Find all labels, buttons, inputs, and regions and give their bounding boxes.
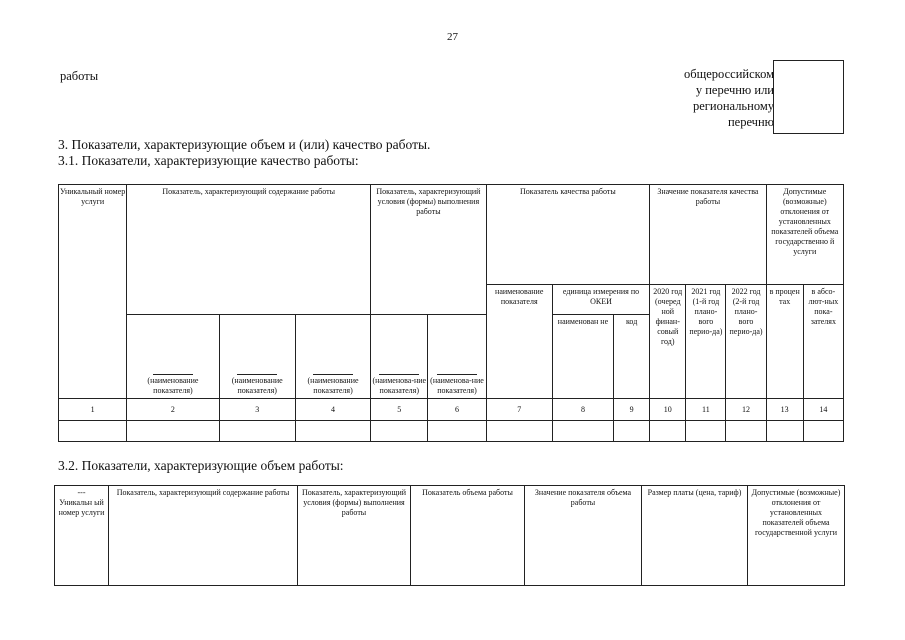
t1-okei-name-header: наименован не xyxy=(552,315,613,399)
t1-subheader-b: (наименование показателя) xyxy=(219,315,295,399)
t1-col-number: 8 xyxy=(552,399,613,421)
registry-line-2: у перечню или xyxy=(695,83,774,97)
t2-unique-number-header xyxy=(55,486,109,586)
blank-line xyxy=(313,374,353,375)
section-3-1-title: 3.1. Показатели, характеризующие качество работы: xyxy=(58,153,359,168)
t1-col-number: 5 xyxy=(371,399,428,421)
t1-unique-number-header: Уникальный номер услуги xyxy=(59,185,127,399)
t1-empty-cell xyxy=(726,421,766,442)
t1-indicator-name-header: наименование показателя xyxy=(486,285,552,399)
page-number: 27 xyxy=(447,31,458,43)
t1-col-number: 3 xyxy=(219,399,295,421)
t1-col-number: 7 xyxy=(486,399,552,421)
t2-fee-header: Размер платы (цена, тариф) xyxy=(642,486,748,586)
t1-content-indicator-header: Показатель, характеризующий содержание работы xyxy=(127,185,371,315)
volume-indicators-table xyxy=(54,485,845,586)
blank-line xyxy=(237,374,277,375)
section-3-2-title: 3.2. Показатели, характеризующие объем работы: xyxy=(58,458,344,473)
t1-empty-cell xyxy=(295,421,370,442)
t1-col-number: 10 xyxy=(650,399,686,421)
t1-year-2020-header: 2020 год (очеред ной финан-совый год) xyxy=(650,285,686,399)
blank-line xyxy=(379,374,419,375)
t1-okei-unit-header: единица измерения по ОКЕИ xyxy=(552,285,649,315)
t2-conditions-indicator-header: Показатель, характеризующий условия (формы) выполнения работы xyxy=(298,486,411,586)
t2-volume-value-header: Значение показателя объема работы xyxy=(525,486,642,586)
t1-subheader-d: (наименова-ние показателя) xyxy=(371,315,428,399)
t1-empty-cell xyxy=(650,421,686,442)
section-3-title: 3. Показатели, характеризующие объем и (или) качество работы. xyxy=(58,137,431,152)
t1-col-number: 9 xyxy=(614,399,650,421)
t1-quality-value-header: Значение показателя качества работы xyxy=(650,185,766,285)
t1-empty-cell xyxy=(371,421,428,442)
t1-subheader-e: (наименова-ние показателя) xyxy=(428,315,486,399)
blank-line xyxy=(437,374,477,375)
t1-empty-cell xyxy=(803,421,843,442)
t1-year-2021-header: 2021 год (1-й год плано-вого перио-да) xyxy=(686,285,726,399)
t2-unique-dash: --- xyxy=(77,488,86,497)
t1-col-number: 2 xyxy=(127,399,219,421)
t1-col-number: 14 xyxy=(803,399,843,421)
t1-col-number: 4 xyxy=(295,399,370,421)
header-left-text: работы xyxy=(60,69,99,83)
t1-empty-cell xyxy=(486,421,552,442)
t1-percent-header: в процен тах xyxy=(766,285,803,399)
t1-empty-cell xyxy=(552,421,613,442)
t1-col-number: 6 xyxy=(428,399,486,421)
t1-year-2022-header: 2022 год (2-й год плано-вого перио-да) xyxy=(726,285,766,399)
quality-indicators-table xyxy=(58,184,844,442)
registry-line-4: перечню xyxy=(727,115,774,129)
t1-conditions-indicator-header: Показатель, характеризующий условия (формы) выполнения работы xyxy=(371,185,486,315)
t1-okei-code-header: код xyxy=(614,315,650,399)
t1-subheader-c: (наименование показателя) xyxy=(295,315,370,399)
t2-allowed-deviation-header: Допустимые (возможные) отклонения от установленных показателей объема государственной услуги xyxy=(748,486,845,586)
registry-code-box xyxy=(773,60,844,134)
t1-empty-cell xyxy=(766,421,803,442)
t1-empty-cell xyxy=(59,421,127,442)
registry-label xyxy=(656,66,774,130)
registry-line-3: региональному xyxy=(692,99,774,113)
t1-empty-cell xyxy=(219,421,295,442)
t1-subheader-a: (наименование показателя) xyxy=(127,315,219,399)
t1-allowed-deviation-header: Допустимые (возможные) отклонения от установленных показателей объема государственно й услуги xyxy=(766,185,843,285)
t1-col-number: 1 xyxy=(59,399,127,421)
t1-col-number: 13 xyxy=(766,399,803,421)
blank-line xyxy=(153,374,193,375)
t2-content-indicator-header: Показатель, характеризующий содержание работы xyxy=(109,486,298,586)
registry-line-1: общероссийском xyxy=(684,67,774,81)
t1-empty-cell xyxy=(614,421,650,442)
t2-volume-indicator-header: Показатель объема работы xyxy=(411,486,525,586)
t2-unique-label: Уникальн ый номер услуги xyxy=(58,498,105,517)
t1-col-number: 11 xyxy=(686,399,726,421)
t1-col-number: 12 xyxy=(726,399,766,421)
t1-empty-cell xyxy=(127,421,219,442)
t1-absolute-header: в абсо-лют-ных пока-зателях xyxy=(803,285,843,399)
t1-empty-cell xyxy=(428,421,486,442)
t1-empty-cell xyxy=(686,421,726,442)
t1-quality-indicator-header: Показатель качества работы xyxy=(486,185,650,285)
